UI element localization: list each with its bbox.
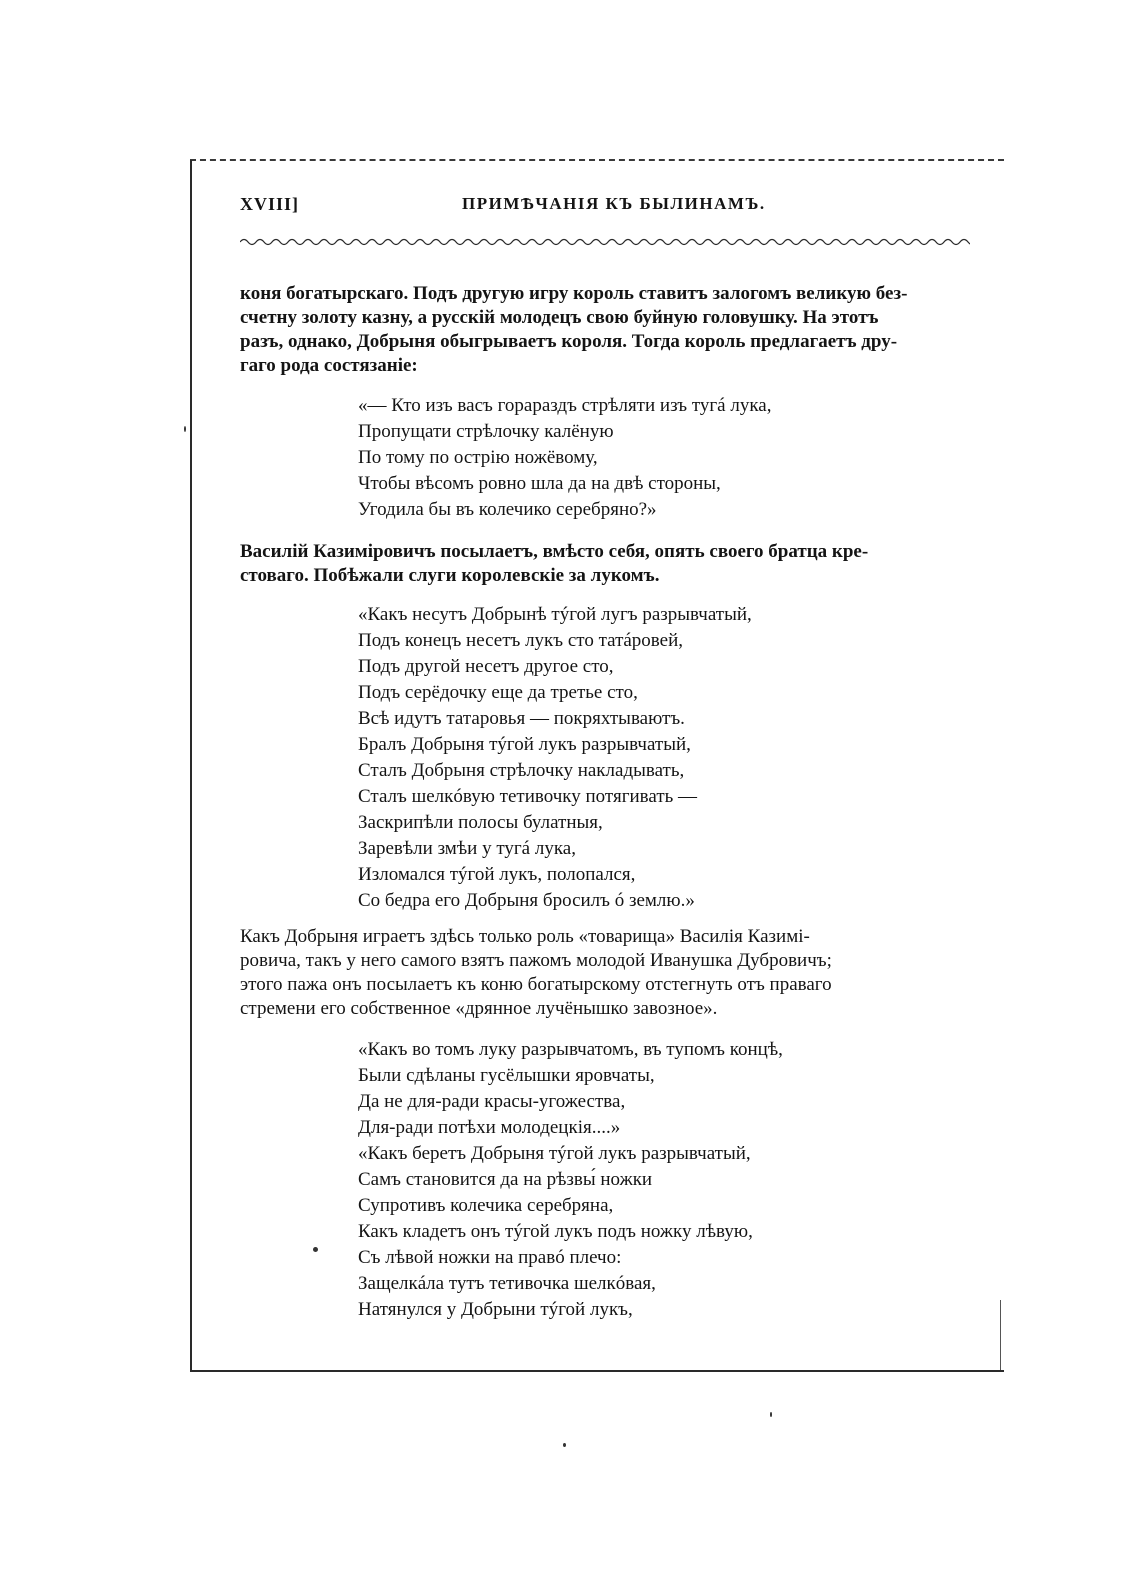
paragraph-line: ровича, такъ у него самого взятъ пажомъ молодой Иванушка Дубровичъ; [240, 950, 832, 971]
verse-line: Съ лѣвой ножки на правó плечо: [358, 1247, 622, 1268]
paragraph-line: стоваго. Побѣжали слуги королевскіе за лукомъ. [240, 565, 660, 586]
paragraph-line: разъ, однако, Добрыня обыгрываетъ короля. Тогда король предлагаетъ дру- [240, 331, 898, 352]
scan-speck [770, 1412, 772, 1417]
verse-line: Пропущати стрѣлочку калёную [358, 421, 614, 442]
scan-speck [313, 1247, 318, 1252]
verse-line: Заскрипѣли полосы булатныя, [358, 812, 603, 833]
scan-speck [563, 1443, 566, 1447]
paragraph-3 [240, 925, 970, 1021]
verse-line: Изломался тýгой лукъ, полопался, [358, 864, 636, 885]
verse-line: Подъ серёдочку еще да третье сто, [358, 682, 638, 703]
frame-right-border [1000, 1300, 1001, 1370]
verse-line: «— Кто изъ васъ горараздъ стрѣляти изъ тугá лука, [358, 395, 772, 416]
verse-block-2 [358, 602, 958, 914]
verse-line: Супротивъ колечика серебряна, [358, 1195, 614, 1216]
paragraph-line: стремени его собственное «дрянное лучёнышко завозное». [240, 998, 718, 1019]
verse-line: Самъ становится да на рѣзвы́ ножки [358, 1169, 653, 1190]
verse-line: «Какъ несутъ Добрынѣ тýгой лугъ разрывчатый, [358, 604, 752, 625]
page-number: XVIII] [240, 194, 300, 214]
paragraph-line: счетну золоту казну, а русскій молодецъ свою буйную головушку. На этотъ [240, 307, 879, 328]
verse-line: Натянулся у Добрыни тýгой лукъ, [358, 1299, 633, 1320]
scan-speck [184, 426, 186, 432]
verse-block-3 [358, 1037, 958, 1323]
paragraph-line: этого пажа онъ посылаетъ къ коню богатырскому отстегнуть отъ праваго [240, 974, 832, 995]
running-header [240, 190, 970, 220]
verse-line: Да не для-ради красы-угожества, [358, 1091, 626, 1112]
verse-line: Подъ конецъ несетъ лукъ сто татáровей, [358, 630, 684, 651]
verse-line: Заревѣли змѣи у тугá лука, [358, 838, 576, 859]
paragraph-line: гаго рода состязаніе: [240, 355, 418, 376]
verse-line: Сталъ шелкóвую тетивочку потягивать — [358, 786, 698, 807]
verse-line: Чтобы вѣсомъ ровно шла да на двѣ стороны, [358, 473, 721, 494]
verse-line: Угодила бы въ колечико серебряно?» [358, 499, 657, 520]
paragraph-line: Какъ Добрыня играетъ здѣсь только роль «товарища» Василія Казимі- [240, 926, 810, 947]
verse-line: Сталъ Добрыня стрѣлочку накладывать, [358, 760, 685, 781]
verse-line: По тому по острію ножёвому, [358, 447, 598, 468]
verse-line: Для-ради потѣхи молодецкія....» [358, 1117, 621, 1138]
verse-line: Какъ кладетъ онъ тýгой лукъ подъ ножку лѣвую, [358, 1221, 753, 1242]
verse-line: Были сдѣланы гусёлышки яровчаты, [358, 1065, 655, 1086]
ornamental-rule [240, 236, 970, 248]
verse-line: Со бедра его Добрыня бросилъ ó землю.» [358, 890, 695, 911]
verse-line: «Какъ беретъ Добрыня тýгой лукъ разрывчатый, [358, 1143, 751, 1164]
paragraph-2 [240, 540, 970, 588]
paragraph-line: Василій Казиміровичъ посылаетъ, вмѣсто себя, опять своего братца кре- [240, 541, 869, 562]
running-title: ПРИМѢЧАНІЯ КЪ БЫЛИНАМЪ. [462, 194, 766, 213]
paragraph-line: коня богатырскаго. Подъ другую игру король ставитъ залогомъ великую без- [240, 283, 908, 304]
verse-line: Всѣ идутъ татаровья — покряхтываютъ. [358, 708, 685, 729]
paragraph-1 [240, 282, 970, 378]
verse-block-1 [358, 393, 958, 523]
verse-line: Бралъ Добрыня тýгой лукъ разрывчатый, [358, 734, 691, 755]
verse-line: «Какъ во томъ луку разрывчатомъ, въ тупомъ концѣ, [358, 1039, 783, 1060]
verse-line: Защелкáла тутъ тетивочка шелкóвая, [358, 1273, 656, 1294]
verse-line: Подъ другой несетъ другое сто, [358, 656, 614, 677]
